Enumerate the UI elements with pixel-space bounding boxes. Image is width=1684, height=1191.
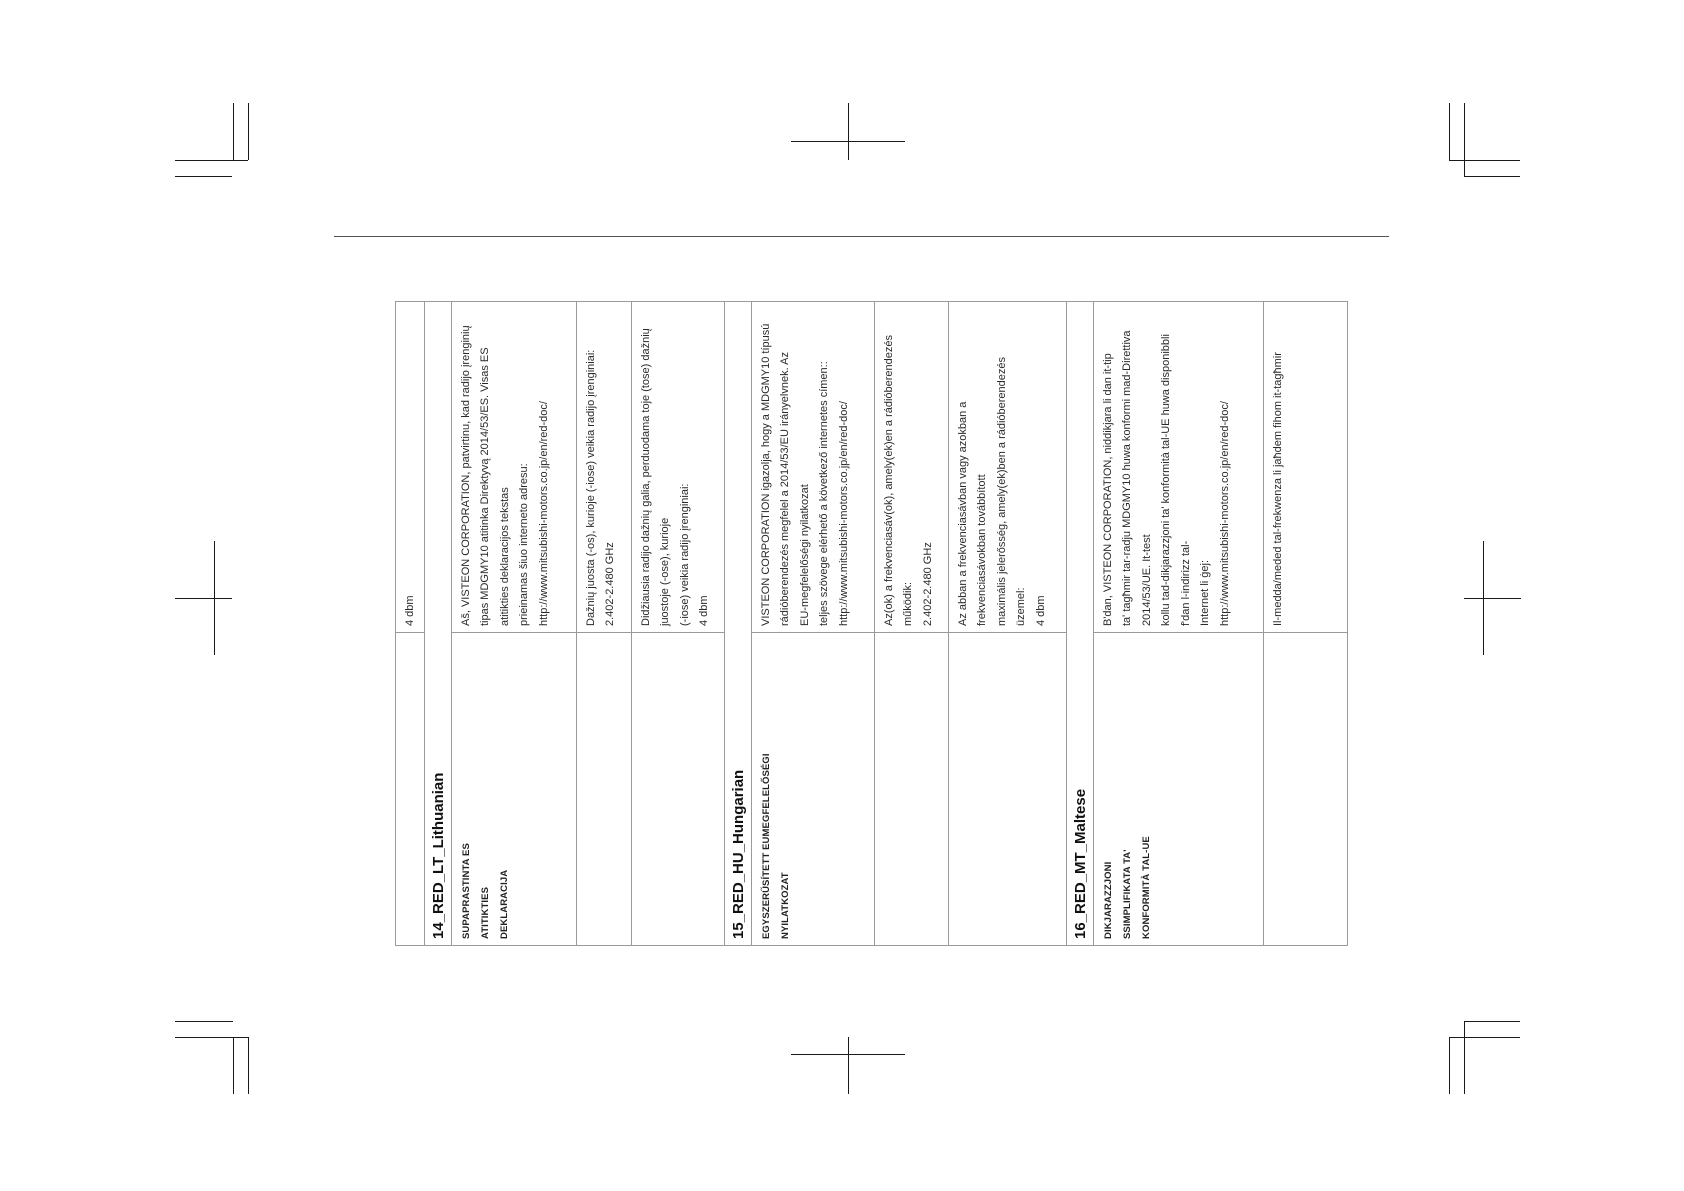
label-cell (1093, 633, 1263, 946)
band-cell (576, 302, 631, 633)
declarations-grid (395, 301, 1348, 946)
section-heading-lt (424, 302, 451, 946)
table-cell (631, 633, 724, 946)
registration-mark (848, 103, 849, 160)
crop-mark (248, 103, 249, 160)
declaration-line: EU-megfelelőségi nyilatkozat (798, 484, 811, 626)
crop-mark (1464, 1021, 1465, 1094)
label-cell (751, 633, 874, 946)
crop-mark (175, 1037, 248, 1038)
band-cell (1263, 302, 1347, 633)
band-line: Il-medda/meded tal-frekwenza li jaħdem fihom it-tagħmir (1271, 352, 1284, 626)
table-row (948, 302, 1066, 946)
declaration-line: VISTEON CORPORATION igazolja, hogy a MDGMY10 típusú (759, 323, 772, 626)
band-cell (874, 302, 948, 633)
section-heading-row (1066, 302, 1093, 946)
registration-mark (175, 598, 232, 599)
power-line: frekvenciasávokban továbbított (976, 474, 988, 626)
band-line: működik: (902, 581, 914, 626)
declaration-line: f'dan l-indirizz tal- (1179, 540, 1192, 626)
section-title: 14_RED_LT_Lithuanian (429, 772, 447, 939)
band-line: 2.402-2.480 GHz (921, 542, 934, 626)
declaration-label: SUPAPRASTINTA ES (460, 843, 472, 939)
power-line: 4 dbm (698, 595, 710, 626)
declaration-line: teljes szövege elérhető a következő internetes címen:: (818, 361, 830, 626)
table-cell (396, 633, 425, 946)
table-row (576, 302, 631, 946)
declaration-line: atitikties deklaracijos tekstas (498, 487, 511, 626)
band-line: Dažnių juosta (-os), kurioje (-iose) veikia radijo įrenginiai: (584, 349, 597, 626)
crop-mark (1449, 1037, 1450, 1094)
crop-mark (175, 176, 232, 177)
table-row (1093, 302, 1263, 946)
table-cell (576, 633, 631, 946)
power-line: (-iose) veikia radijo įrenginiai: (678, 483, 691, 626)
declaration-url: http://www.mitsubishi-motors.co.jp/en/red-doc/ (837, 401, 850, 626)
declaration-line: B'dan, VISTEON CORPORATION, niddikjara li dan it-tip (1101, 353, 1114, 626)
declaration-label: ATITIKTIES (479, 886, 491, 939)
label-cell (451, 633, 576, 946)
power-line: Didžiausia radijo dažnių galia, perduodama toje (tose) dažnių (639, 328, 652, 626)
declaration-url: http://www.mitsubishi-motors.co.jp/en/red-doc/ (1218, 401, 1231, 626)
section-heading-row (424, 302, 451, 946)
registration-mark (848, 1037, 849, 1094)
section-heading-mt (1066, 302, 1093, 946)
crop-mark (1449, 1037, 1520, 1038)
registration-mark (791, 1054, 905, 1055)
power-cell (948, 302, 1066, 633)
table-row (874, 302, 948, 946)
crop-mark (233, 1037, 234, 1094)
declaration-line: Internet li ġej: (1199, 559, 1211, 626)
declaration-text-cell (451, 302, 576, 633)
crop-mark (1449, 160, 1520, 161)
crop-mark (1464, 103, 1465, 176)
registration-mark (1464, 598, 1521, 599)
power-line: maximális jelerősség, amely(ek)ben a rádióberendezés (995, 356, 1008, 626)
table-row (631, 302, 724, 946)
declaration-label: EGYSZERŰSÍTETT EUMEGFELELŐSÉGI (760, 753, 772, 939)
declaration-line: prieinamas šiuo interneto adresu: (518, 463, 530, 626)
crop-mark (233, 103, 234, 160)
declaration-text-cell (1093, 302, 1263, 633)
declaration-label: DEKLARACIJA (498, 869, 510, 939)
declaration-line: Aš, VISTEON CORPORATION, patvirtinu, kad radijo įrenginių (459, 325, 472, 626)
table-row (1263, 302, 1347, 946)
section-heading-hu (724, 302, 751, 946)
power-cell (631, 302, 724, 633)
section-heading-row (724, 302, 751, 946)
declaration-line: 2014/53/UE. It-test (1140, 534, 1153, 626)
section-title: 16_RED_MT_Maltese (1071, 788, 1089, 939)
declaration-line: rádióberendezés megfelel a 2014/53/EU irányelvnek. Az (779, 352, 791, 626)
declaration-label: SSIMPLIFIKATA TA' (1121, 849, 1133, 939)
crop-mark (175, 160, 248, 161)
power-line: Az abban a frekvenciasávban vagy azokban a (956, 401, 969, 626)
declaration-label: NYILATKOZAT (779, 872, 791, 939)
crop-mark (1464, 1021, 1520, 1022)
table-row (451, 302, 576, 946)
page-rule (334, 236, 1389, 237)
table-cell (874, 633, 948, 946)
power-line: üzemel: (1015, 587, 1027, 626)
crop-mark (248, 1037, 249, 1094)
table-cell (396, 302, 425, 633)
power-line: juostoje (-ose), kurioje (659, 517, 671, 626)
declaration-line: tipas MDGMY10 atitinka Direktyvą 2014/53/ES. Visas ES (479, 347, 491, 626)
registration-mark (791, 141, 905, 142)
declaration-line: ta' tagħmir tar-radju MDGMY10 huwa konformi mad-Direttiva (1121, 330, 1133, 626)
declaration-url: http://www.mitsubishi-motors.co.jp/en/red-doc/ (537, 401, 550, 626)
declaration-text-cell (751, 302, 874, 633)
table-cell (948, 633, 1066, 946)
declaration-label: KONFORMITÀ TAL-UE (1140, 836, 1152, 939)
power-line: 4 dbm (1034, 595, 1047, 626)
crop-mark (1464, 176, 1520, 177)
band-line: 2.402-2.480 GHz (604, 542, 616, 626)
crop-mark (1449, 103, 1450, 160)
table-row (751, 302, 874, 946)
table-row (396, 302, 425, 946)
band-line: Az(ok) a frekvenciasáv(ok), amely(ek)en a rádióberendezés (882, 334, 895, 626)
declaration-line: kollu tad-dikjarazzjoni ta' konformità tal-UE huwa disponibbli (1160, 334, 1172, 626)
power-value: 4 dbm (404, 595, 416, 626)
table-cell (1263, 633, 1347, 946)
declaration-label: DIKJARAZZJONI (1102, 861, 1114, 939)
declaration-table (395, 316, 1339, 946)
crop-mark (175, 1021, 233, 1022)
section-title: 15_RED_HU_Hungarian (729, 769, 747, 939)
